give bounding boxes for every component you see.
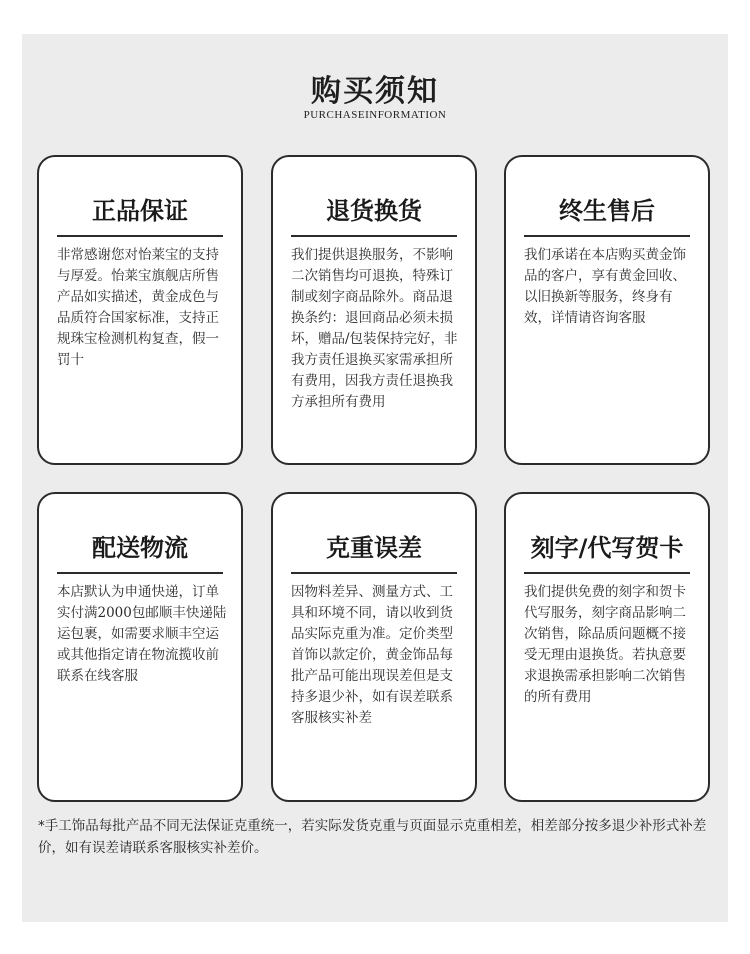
page-subtitle: PURCHASEINFORMATION: [303, 109, 447, 121]
card-body: 因物料差异、测量方式、工具和环境不同，请以收到货品实际克重为准。定价类型首饰以款定价，黄金饰品每批产品可能出现误差但是支持多退少补，如有误差联系客服核实补差: [291, 584, 453, 726]
card-authentic-guarantee: [37, 155, 243, 465]
footnote: *手工饰品每批产品不同无法保证克重统一，若实际发货克重与页面显示克重相差，相差部分按多退少补形式补差价，如有误差请联系客服核实补差价。: [38, 818, 707, 856]
card-engraving-greeting-card: [504, 492, 710, 802]
card-title: 终生售后: [559, 197, 655, 225]
card-return-exchange: [271, 155, 477, 465]
page-title: 购买须知: [311, 74, 439, 109]
card-title: 刻字/代写贺卡: [530, 534, 684, 562]
card-lifetime-aftersales: [504, 155, 710, 465]
card-divider: [57, 572, 223, 574]
card-divider: [291, 572, 457, 574]
card-body: 本店默认为申通快递，订单实付满2000包邮顺丰快递陆运包裹，如需要求顺丰空运或其他指定请在物流揽收前联系在线客服: [57, 584, 227, 684]
card-body: 我们承诺在本店购买黄金饰品的客户，享有黄金回收、以旧换新等服务，终身有效，详情请咨询客服: [524, 247, 686, 326]
card-divider: [524, 572, 690, 574]
card-body: 我们提供免费的刻字和贺卡代写服务，刻字商品影响二次销售，除品质问题概不接受无理由退换货。若执意要求退换需承担影响二次销售的所有费用: [524, 584, 686, 705]
card-title: 正品保证: [92, 197, 188, 225]
card-title: 克重误差: [326, 534, 422, 562]
card-weight-tolerance: [271, 492, 477, 802]
card-title: 退货换货: [326, 197, 422, 225]
card-body: 我们提供退换服务，不影响二次销售均可退换，特殊订制或刻字商品除外。商品退换条约：退回商品必须未损坏，赠品/包装保持完好，非我方责任退换买家需承担所有费用，因我方责任退换我方承担所有费用: [291, 247, 458, 410]
card-divider: [291, 235, 457, 237]
card-title: 配送物流: [92, 534, 188, 562]
card-shipping-logistics: [37, 492, 243, 802]
card-divider: [57, 235, 223, 237]
card-body: 非常感谢您对怡莱宝的支持与厚爱。怡莱宝旗舰店所售产品如实描述，黄金成色与品质符合国家标准，支持正规珠宝检测机构复查，假一罚十: [57, 247, 219, 368]
card-divider: [524, 235, 690, 237]
